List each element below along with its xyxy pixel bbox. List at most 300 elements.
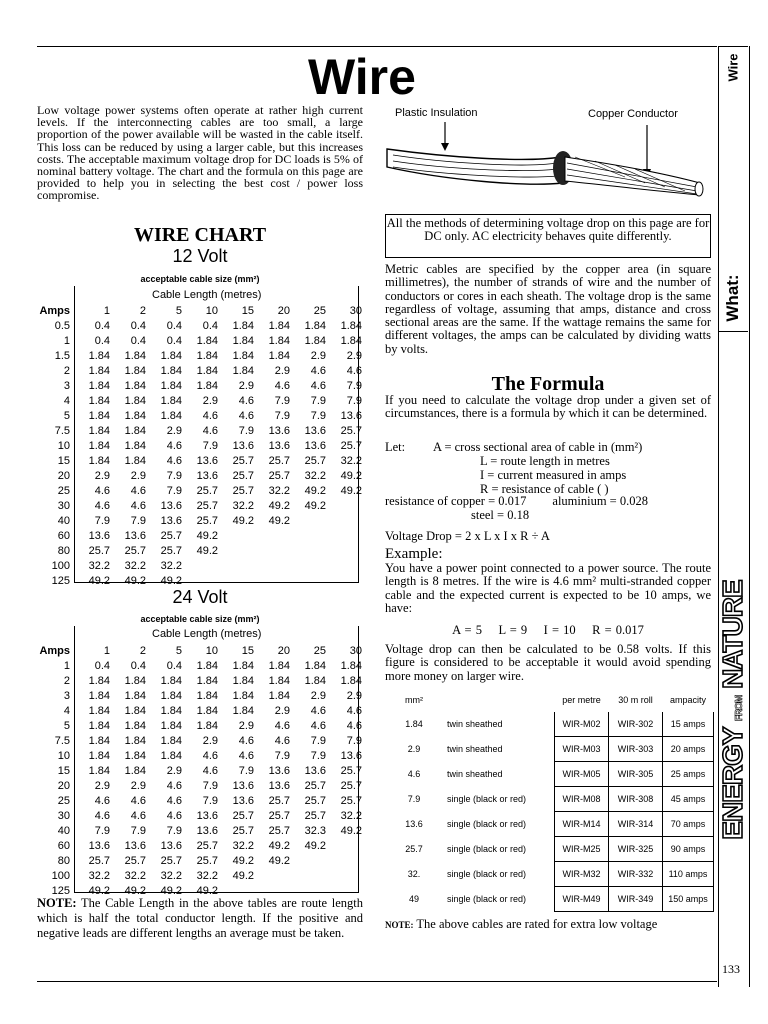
cable-cell: 15 amps xyxy=(663,712,714,737)
size-cell: 7.9 xyxy=(310,734,326,747)
definition-line: R = resistance of cable ( ) xyxy=(480,482,609,496)
size-cell: 7.9 xyxy=(274,749,290,762)
table-row xyxy=(37,853,362,868)
size-cell: 4.6 xyxy=(94,484,110,497)
size-cell: 1.84 xyxy=(196,704,218,717)
cable-cell: twin sheathed xyxy=(447,769,503,779)
table-row xyxy=(385,887,714,912)
size-cell: 49.2 xyxy=(88,574,110,587)
amps-cell: 60 xyxy=(57,529,70,542)
page-number: 133 xyxy=(722,962,740,976)
amps-cell: 4 xyxy=(63,704,70,717)
cable-cell: 90 amps xyxy=(663,837,714,862)
size-cell: 25.7 xyxy=(160,544,182,557)
table-row xyxy=(37,438,362,453)
size-cell: 1.84 xyxy=(232,364,254,377)
amps-header: Amps xyxy=(39,644,70,657)
table-row xyxy=(37,793,362,808)
size-cell xyxy=(290,513,326,528)
size-cell: 0.4 xyxy=(130,319,146,332)
size-cell: 1.84 xyxy=(160,689,182,702)
size-cell xyxy=(218,528,254,543)
size-cell: 49.2 xyxy=(160,884,182,897)
size-cell: 4.6 xyxy=(94,794,110,807)
size-cell: 49.2 xyxy=(340,484,362,497)
size-cell: 1.84 xyxy=(124,349,146,362)
size-cell: 1.84 xyxy=(160,364,182,377)
amps-cell: 7.5 xyxy=(54,424,70,437)
size-cell: 25.7 xyxy=(232,454,254,467)
size-cell: 4.6 xyxy=(274,379,290,392)
wire-illustration xyxy=(385,105,715,210)
table-row xyxy=(37,763,362,778)
size-cell: 32.2 xyxy=(340,454,362,467)
size-cell: 1.84 xyxy=(196,364,218,377)
table-row xyxy=(37,733,362,748)
size-cell: 1.84 xyxy=(88,719,110,732)
size-cell: 1.84 xyxy=(304,659,326,672)
size-cell: 25.7 xyxy=(160,529,182,542)
size-cell: 13.6 xyxy=(268,424,290,437)
amps-cell: 3 xyxy=(63,379,70,392)
table-row xyxy=(37,688,362,703)
size-cell: 4.6 xyxy=(310,704,326,717)
length-header: 10 xyxy=(205,304,218,317)
size-cell xyxy=(254,558,290,573)
size-cell: 7.9 xyxy=(166,824,182,837)
cable-cell: WIR-M14 xyxy=(555,812,609,837)
size-cell: 49.2 xyxy=(160,574,182,587)
size-cell: 25.7 xyxy=(340,439,362,452)
table-row xyxy=(37,673,362,688)
cable-cell: WIR-M08 xyxy=(555,787,609,812)
size-cell: 25.7 xyxy=(232,469,254,482)
wire-chart-heading: WIRE CHART xyxy=(133,224,267,246)
size-cell: 0.4 xyxy=(130,334,146,347)
size-cell: 2.9 xyxy=(130,779,146,792)
amps-cell: 60 xyxy=(57,839,70,852)
amps-cell: 100 xyxy=(51,869,70,882)
cable-cell: 25.7 xyxy=(405,844,423,854)
cable-cell: single (black or red) xyxy=(447,794,527,804)
size-cell: 1.84 xyxy=(88,394,110,407)
size-cell: 1.84 xyxy=(232,319,254,332)
cable-cell: single (black or red) xyxy=(447,869,527,879)
size-cell: 4.6 xyxy=(166,439,182,452)
size-cell: 1.84 xyxy=(124,674,146,687)
cable-cell: WIR-305 xyxy=(609,762,663,787)
size-cell: 32.2 xyxy=(88,869,110,882)
size-cell: 4.6 xyxy=(310,364,326,377)
table-row xyxy=(37,703,362,718)
size-cell: 25.7 xyxy=(124,544,146,557)
size-cell: 1.84 xyxy=(268,334,290,347)
size-cell: 25.7 xyxy=(196,514,218,527)
table-row xyxy=(37,558,362,573)
amps-cell: 0.5 xyxy=(54,319,70,332)
size-cell xyxy=(290,573,326,588)
table-row xyxy=(37,748,362,763)
size-cell: 4.6 xyxy=(238,409,254,422)
size-cell: 4.6 xyxy=(130,499,146,512)
size-cell: 32.2 xyxy=(160,869,182,882)
size-cell: 13.6 xyxy=(232,779,254,792)
size-cell: 1.84 xyxy=(88,764,110,777)
cable-cell: 7.9 xyxy=(407,794,421,804)
size-cell: 2.9 xyxy=(166,424,182,437)
size-cell: 2.9 xyxy=(238,719,254,732)
size-cell: 1.84 xyxy=(232,349,254,362)
size-cell: 25.7 xyxy=(268,794,290,807)
size-cell: 13.6 xyxy=(232,439,254,452)
size-cell xyxy=(290,558,326,573)
brand-logo: ENERGY FROM NATURE xyxy=(717,580,748,840)
cable-cell: 70 amps xyxy=(663,812,714,837)
size-cell: 4.6 xyxy=(166,794,182,807)
size-cell: 0.4 xyxy=(166,659,182,672)
size-cell xyxy=(326,498,362,513)
size-cell: 7.9 xyxy=(346,379,362,392)
size-cell: 32.2 xyxy=(304,469,326,482)
length-header: 10 xyxy=(205,644,218,657)
cable-table xyxy=(385,688,714,912)
size-cell: 2.9 xyxy=(130,469,146,482)
size-cell: 7.9 xyxy=(238,424,254,437)
size-cell: 32.2 xyxy=(196,869,218,882)
cable-header: mm² xyxy=(405,695,423,705)
conductor-label: Copper Conductor xyxy=(588,108,678,120)
table-row xyxy=(37,718,362,733)
size-cell: 7.9 xyxy=(166,484,182,497)
size-cell: 25.7 xyxy=(304,454,326,467)
size-cell: 1.84 xyxy=(232,704,254,717)
length-header: 5 xyxy=(175,304,182,317)
size-cell: 1.84 xyxy=(124,424,146,437)
table-row xyxy=(37,423,362,438)
intro-paragraph: Low voltage power systems often operate at rather high current levels. If the interconnecting cables are too small, a large proportion of the power available will be wasted in the cable itself. This loss can be reduced by using a larger cable, but this increases costs. The acceptable maximum voltage drop for DC loads is 5% of nominal battery voltage. The chart and the formula on this page are provided to help you in selecting the best cost / power loss compromise. xyxy=(37,103,363,203)
size-cell: 7.9 xyxy=(274,409,290,422)
cable-cell: WIR-325 xyxy=(609,837,663,862)
size-cell: 2.9 xyxy=(202,734,218,747)
size-cell: 25.7 xyxy=(268,824,290,837)
size-cell: 1.84 xyxy=(340,334,362,347)
length-header: 5 xyxy=(175,644,182,657)
definition-line: L = route length in metres xyxy=(480,454,610,468)
cable-cell: WIR-302 xyxy=(609,712,663,737)
size-cell: 13.6 xyxy=(268,764,290,777)
size-cell: 4.6 xyxy=(166,809,182,822)
size-cell: 7.9 xyxy=(310,749,326,762)
heading-24-volt: 24 Volt xyxy=(172,587,228,607)
size-cell: 25.7 xyxy=(196,854,218,867)
size-cell: 13.6 xyxy=(124,529,146,542)
size-cell: 1.84 xyxy=(340,659,362,672)
size-cell: 0.4 xyxy=(130,659,146,672)
size-cell xyxy=(326,853,362,868)
dc-only-note: All the methods of determining voltage drop on this page are for DC only. AC electricity behaves quite differently. xyxy=(385,214,711,258)
size-cell: 13.6 xyxy=(304,764,326,777)
size-cell: 4.6 xyxy=(166,779,182,792)
amps-cell: 20 xyxy=(57,469,70,482)
cable-cell: single (black or red) xyxy=(447,819,527,829)
cable-cell: 25 amps xyxy=(663,762,714,787)
size-cell xyxy=(254,543,290,558)
top-rule xyxy=(37,46,717,47)
size-cell: 7.9 xyxy=(202,779,218,792)
example-heading: Example: xyxy=(385,546,443,562)
size-cell: 4.6 xyxy=(202,409,218,422)
amps-cell: 30 xyxy=(57,809,70,822)
size-cell: 13.6 xyxy=(160,839,182,852)
amps-cell: 25 xyxy=(57,794,70,807)
size-cell: 4.6 xyxy=(274,719,290,732)
cable-cell: WIR-332 xyxy=(609,862,663,887)
length-header: 1 xyxy=(103,304,110,317)
size-cell xyxy=(254,573,290,588)
cable-cell: WIR-314 xyxy=(609,812,663,837)
cable-header: per metre xyxy=(562,695,601,705)
table-row xyxy=(37,393,362,408)
size-cell: 13.6 xyxy=(160,499,182,512)
table-row xyxy=(385,837,714,862)
amps-cell: 25 xyxy=(57,484,70,497)
size-cell xyxy=(326,838,362,853)
size-cell: 7.9 xyxy=(94,824,110,837)
size-cell: 2.9 xyxy=(310,349,326,362)
size-cell: 13.6 xyxy=(232,794,254,807)
size-cell: 1.84 xyxy=(196,379,218,392)
amps-cell: 1 xyxy=(63,659,70,672)
size-cell xyxy=(326,573,362,588)
cable-drawing xyxy=(385,105,715,210)
size-cell: 2.9 xyxy=(238,379,254,392)
size-cell: 7.9 xyxy=(346,394,362,407)
table-row xyxy=(37,378,362,393)
amps-cell: 7.5 xyxy=(54,734,70,747)
cable-cell: 20 amps xyxy=(663,737,714,762)
size-cell: 25.7 xyxy=(340,794,362,807)
table-row xyxy=(37,348,362,363)
size-cell: 49.2 xyxy=(340,824,362,837)
size-cell: 2.9 xyxy=(166,764,182,777)
size-cell: 49.2 xyxy=(196,544,218,557)
formula-heading: The Formula xyxy=(491,373,605,395)
header-row xyxy=(37,303,362,318)
size-cell xyxy=(326,868,362,883)
heading-12-volt: 12 Volt xyxy=(172,246,228,266)
amps-cell: 80 xyxy=(57,544,70,557)
size-cell: 1.84 xyxy=(304,674,326,687)
size-cell: 1.84 xyxy=(304,334,326,347)
size-cell: 49.2 xyxy=(232,854,254,867)
size-cell: 1.84 xyxy=(268,689,290,702)
table-row xyxy=(37,513,362,528)
size-cell: 1.84 xyxy=(124,704,146,717)
definition-line: A = cross sectional area of cable in (mm²) xyxy=(433,440,643,454)
size-cell: 25.7 xyxy=(232,824,254,837)
size-cell: 1.84 xyxy=(88,689,110,702)
cable-cell: twin sheathed xyxy=(447,719,503,730)
size-cell: 4.6 xyxy=(130,809,146,822)
example-values: A = 5 L = 9 I = 10 R = 0.017 xyxy=(452,623,644,637)
amps-cell: 1.5 xyxy=(54,349,70,362)
size-cell: 2.9 xyxy=(94,779,110,792)
wire-table-24-volt xyxy=(37,643,362,898)
amps-cell: 100 xyxy=(51,559,70,572)
size-cell: 4.6 xyxy=(94,499,110,512)
size-cell: 13.6 xyxy=(88,839,110,852)
cable-cell: 2.9 xyxy=(407,744,421,754)
size-cell: 25.7 xyxy=(304,809,326,822)
size-cell: 1.84 xyxy=(88,424,110,437)
table-row xyxy=(37,573,362,588)
table-row xyxy=(37,408,362,423)
size-cell xyxy=(326,558,362,573)
size-cell: 25.7 xyxy=(304,794,326,807)
cable-cell: WIR-303 xyxy=(609,737,663,762)
definitions-list xyxy=(433,440,713,496)
size-cell xyxy=(254,528,290,543)
table-row xyxy=(37,543,362,558)
size-cell: 7.9 xyxy=(274,394,290,407)
size-cell: 1.84 xyxy=(196,349,218,362)
size-cell: 1.84 xyxy=(340,319,362,332)
size-cell: 4.6 xyxy=(238,394,254,407)
amps-cell: 40 xyxy=(57,514,70,527)
size-cell: 25.7 xyxy=(232,484,254,497)
size-cell xyxy=(326,543,362,558)
size-cell: 2.9 xyxy=(346,689,362,702)
size-cell: 1.84 xyxy=(268,659,290,672)
size-cell: 7.9 xyxy=(94,514,110,527)
size-cell: 7.9 xyxy=(202,794,218,807)
cable-cell: WIR-M02 xyxy=(555,712,609,737)
cable-cell: WIR-349 xyxy=(609,887,663,912)
cable-cell: single (black or red) xyxy=(447,894,527,904)
size-cell: 25.7 xyxy=(160,854,182,867)
amps-cell: 1 xyxy=(63,334,70,347)
size-cell: 4.6 xyxy=(346,704,362,717)
length-header: 2 xyxy=(139,644,146,657)
header-row xyxy=(37,643,362,658)
size-cell: 1.84 xyxy=(160,394,182,407)
size-cell xyxy=(182,573,218,588)
size-cell: 25.7 xyxy=(268,469,290,482)
size-cell: 49.2 xyxy=(232,514,254,527)
size-cell: 4.6 xyxy=(94,809,110,822)
size-cell: 0.4 xyxy=(166,334,182,347)
size-cell: 1.84 xyxy=(160,704,182,717)
size-cell: 1.84 xyxy=(88,734,110,747)
acceptable-size-label-12: acceptable cable size (mm²) xyxy=(140,274,260,284)
formula-intro: If you need to calculate the voltage drop under a given set of circumstances, there is a formula by which it can be determined. xyxy=(385,393,711,421)
size-cell: 1.84 xyxy=(124,364,146,377)
length-header: 2 xyxy=(139,304,146,317)
size-cell: 4.6 xyxy=(202,424,218,437)
cable-header: ampacity xyxy=(669,695,706,705)
size-cell: 25.7 xyxy=(88,544,110,557)
table-row xyxy=(37,468,362,483)
size-cell: 4.6 xyxy=(130,794,146,807)
size-cell xyxy=(254,868,290,883)
bottom-rule xyxy=(37,981,717,982)
size-cell: 13.6 xyxy=(304,424,326,437)
size-cell: 49.2 xyxy=(196,884,218,897)
size-cell: 32.2 xyxy=(268,484,290,497)
cable-cell: 4.6 xyxy=(407,769,421,779)
size-cell: 25.7 xyxy=(340,779,362,792)
wire-table-12-volt xyxy=(37,303,362,588)
size-cell: 49.2 xyxy=(232,869,254,882)
length-header: 20 xyxy=(277,644,290,657)
cable-cell: WIR-M25 xyxy=(555,837,609,862)
size-cell: 1.84 xyxy=(124,689,146,702)
length-header: 15 xyxy=(241,304,254,317)
size-cell xyxy=(182,558,218,573)
size-cell: 1.84 xyxy=(88,364,110,377)
cable-cell: 110 amps xyxy=(663,862,714,887)
table-row xyxy=(385,712,714,737)
example-result: Voltage drop can then be calculated to be 0.58 volts. If this figure is considered to be acceptable it would avoid spending more money on larger wire. xyxy=(385,642,711,683)
table-row xyxy=(37,498,362,513)
size-cell: 25.7 xyxy=(340,764,362,777)
example-text: You have a power point connected to a power source. The route length is 8 metres. If the wire is 4.6 mm² multi-stranded copper cable and the expected current is expected to be 10 amps, we have: xyxy=(385,561,711,615)
size-cell: 4.6 xyxy=(310,719,326,732)
size-cell: 13.6 xyxy=(196,824,218,837)
let-label: Let: xyxy=(385,440,406,454)
size-cell: 2.9 xyxy=(274,704,290,717)
size-cell: 2.9 xyxy=(202,394,218,407)
size-cell: 1.84 xyxy=(124,439,146,452)
size-cell: 49.2 xyxy=(304,839,326,852)
size-cell: 1.84 xyxy=(88,704,110,717)
size-cell: 1.84 xyxy=(196,689,218,702)
size-cell: 49.2 xyxy=(196,529,218,542)
size-cell xyxy=(290,853,326,868)
size-cell: 0.4 xyxy=(94,659,110,672)
size-cell: 13.6 xyxy=(196,454,218,467)
size-cell: 7.9 xyxy=(130,824,146,837)
size-cell: 49.2 xyxy=(268,499,290,512)
size-cell: 0.4 xyxy=(94,334,110,347)
size-cell: 13.6 xyxy=(88,529,110,542)
size-cell: 1.84 xyxy=(232,674,254,687)
size-cell: 4.6 xyxy=(346,719,362,732)
size-cell xyxy=(290,868,326,883)
route-length-note: NOTE: The Cable Length in the above tables are route length which is half the total conductor length. If the positive and negative leads are different lengths an average must be taken. xyxy=(37,896,363,940)
size-cell: 25.7 xyxy=(304,779,326,792)
size-cell: 13.6 xyxy=(304,439,326,452)
size-cell: 7.9 xyxy=(310,409,326,422)
size-cell: 25.7 xyxy=(268,809,290,822)
size-cell: 25.7 xyxy=(196,839,218,852)
size-cell: 1.84 xyxy=(160,734,182,747)
insulation-label: Plastic Insulation xyxy=(395,107,478,119)
size-cell: 7.9 xyxy=(130,514,146,527)
amps-cell: 20 xyxy=(57,779,70,792)
size-cell: 25.7 xyxy=(196,484,218,497)
cable-cell: WIR-M03 xyxy=(555,737,609,762)
size-cell: 4.6 xyxy=(310,379,326,392)
metric-paragraph: Metric cables are specified by the copper area (in square millimetres), the number of strands of wire and the number of conductors or cores in each sheath. The voltage drop is the same regardless of voltage, assuming that amps, distance and cross sectional areas are the same. If the wattage remains the same for different voltages, the amps can be calculated by dividing watts by volts. xyxy=(385,262,711,356)
size-cell: 0.4 xyxy=(166,319,182,332)
size-cell: 1.84 xyxy=(124,394,146,407)
size-cell: 2.9 xyxy=(310,689,326,702)
size-cell: 13.6 xyxy=(340,409,362,422)
amps-cell: 30 xyxy=(57,499,70,512)
voltage-drop-formula: Voltage Drop = 2 x L x I x R ÷ A xyxy=(385,529,550,543)
size-cell xyxy=(218,543,254,558)
